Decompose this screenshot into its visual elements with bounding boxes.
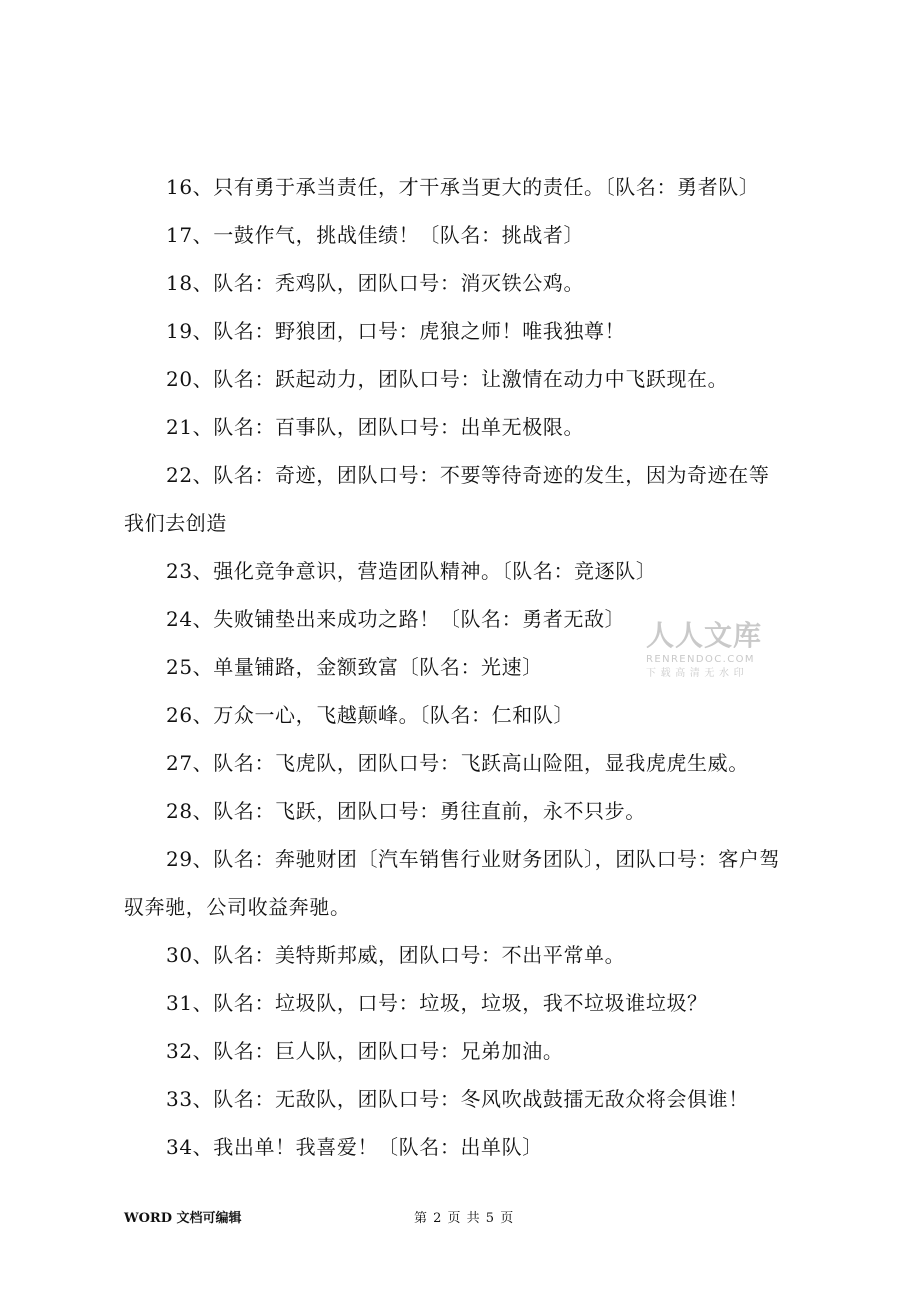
text-line: 33、队名：无敌队，团队口号：冬风吹战鼓擂无敌众将会俱谁！ <box>166 1087 749 1111</box>
text-line: 34、我出单！我喜爱！〔队名：出单队〕 <box>166 1135 543 1159</box>
text-line: 30、队名：美特斯邦威，团队口号：不出平常单。 <box>166 943 626 967</box>
text-line: 24、失败铺垫出来成功之路！〔队名：勇者无敌〕 <box>166 607 626 631</box>
footer-editable-note: WORD 文档可编辑 <box>124 1211 242 1226</box>
text-line: 17、一鼓作气，挑战佳绩！〔队名：挑战者〕 <box>166 223 585 247</box>
text-line: 29、队名：奔驰财团〔汽车销售行业财务团队〕，团队口号：客户驾 <box>166 847 781 871</box>
text-line: 23、强化竞争意识，营造团队精神。〔队名：竞逐队〕 <box>166 559 657 583</box>
text-line: 27、队名：飞虎队，团队口号：飞跃高山险阻，显我虎虎生威。 <box>166 751 749 775</box>
text-line-continuation: 我们去创造 <box>124 511 227 535</box>
text-line-continuation: 驭奔驰，公司收益奔驰。 <box>124 895 351 919</box>
watermark-logo <box>646 620 776 680</box>
text-line: 28、队名：飞跃，团队口号：勇往直前，永不只步。 <box>166 799 646 823</box>
text-line: 20、队名：跃起动力，团队口号：让激情在动力中飞跃现在。 <box>166 367 729 391</box>
text-line: 31、队名：垃圾队，口号：垃圾，垃圾，我不垃圾谁垃圾？ <box>166 991 708 1015</box>
watermark-domain: RENRENDOC.COM <box>646 654 755 665</box>
text-line: 19、队名：野狼团，口号：虎狼之师！唯我独尊！ <box>166 319 626 343</box>
text-line: 26、万众一心，飞越颠峰。〔队名：仁和队〕 <box>166 703 575 727</box>
text-line: 21、队名：百事队，团队口号：出单无极限。 <box>166 415 585 439</box>
footer-page-number: 第 2 页 共 5 页 <box>414 1211 515 1226</box>
text-line: 25、单量铺路，金额致富〔队名：光速〕 <box>166 655 543 679</box>
text-line: 18、队名：秃鸡队，团队口号：消灭铁公鸡。 <box>166 271 585 295</box>
text-line: 16、只有勇于承当责任，才干承当更大的责任。〔队名：勇者队〕 <box>166 175 760 199</box>
text-line: 32、队名：巨人队，团队口号：兄弟加油。 <box>166 1039 564 1063</box>
watermark-tagline: 下载高清无水印 <box>646 668 749 679</box>
watermark-title: 人人文库 <box>646 619 763 652</box>
text-line: 22、队名：奇迹，团队口号：不要等待奇迹的发生，因为奇迹在等 <box>166 463 770 487</box>
